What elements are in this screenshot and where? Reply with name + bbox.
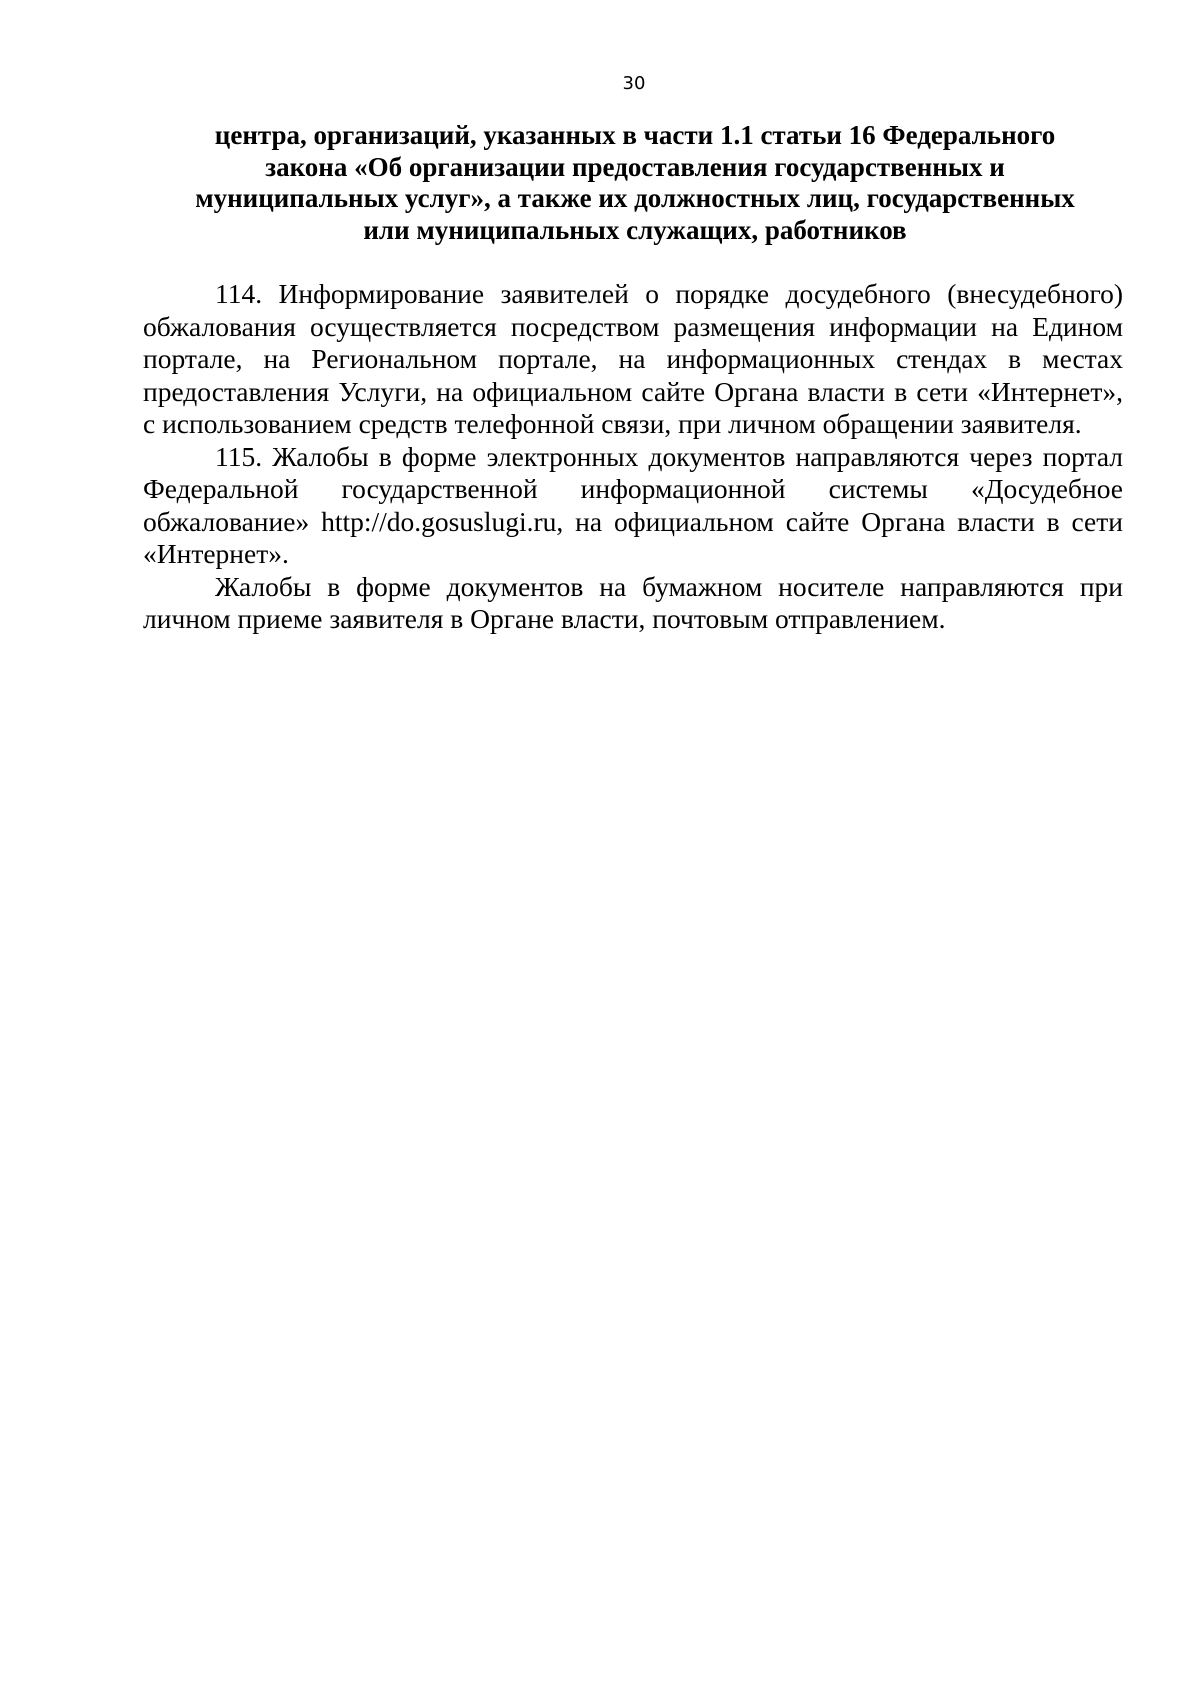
heading-line: закона «Об организации предоставления государственных и [265, 151, 1005, 182]
text-line: портале, на Региональном портале, на информационных стендах в местах [143, 343, 1123, 374]
paragraph-paper-complaints [143, 571, 1123, 636]
text-line: Жалобы в форме документов на бумажном носителе направляются при [215, 570, 1123, 602]
text-line: предоставления Услуги, на официальном сайте Органа власти в сети «Интернет», [143, 375, 1123, 407]
paragraph-115 [143, 441, 1123, 571]
section-heading [100, 120, 1170, 246]
heading-line: муниципальных услуг», а также их должностных лиц, государственных [195, 183, 1075, 213]
text-line: обжалование» http://do.gosuslugi.ru, на официальном сайте Органа власти в сети [143, 505, 1123, 537]
page-number: 30 [622, 73, 646, 94]
text-line: с использованием средств телефонной связи, при личном обращении заявителя. [143, 408, 1082, 439]
text-line: «Интернет». [143, 538, 289, 569]
heading-line: центра, организаций, указанных в части 1.1 статьи 16 Федерального [214, 120, 1056, 150]
text-line: обжалования осуществляется посредством размещения информации на Едином [143, 310, 1123, 342]
document-body [143, 278, 1123, 636]
text-line: личном приеме заявителя в Органе власти, почтовым отправлением. [143, 603, 946, 634]
text-line: Федеральной государственной информационной системы «Досудебное [143, 473, 1123, 504]
text-line: 114. Информирование заявителей о порядке досудебного (внесудебного) [215, 278, 1123, 309]
text-line: 115. Жалобы в форме электронных документов направляются через портал [215, 440, 1123, 472]
heading-line: или муниципальных служащих, работников [363, 214, 907, 245]
paragraph-114 [143, 278, 1123, 441]
